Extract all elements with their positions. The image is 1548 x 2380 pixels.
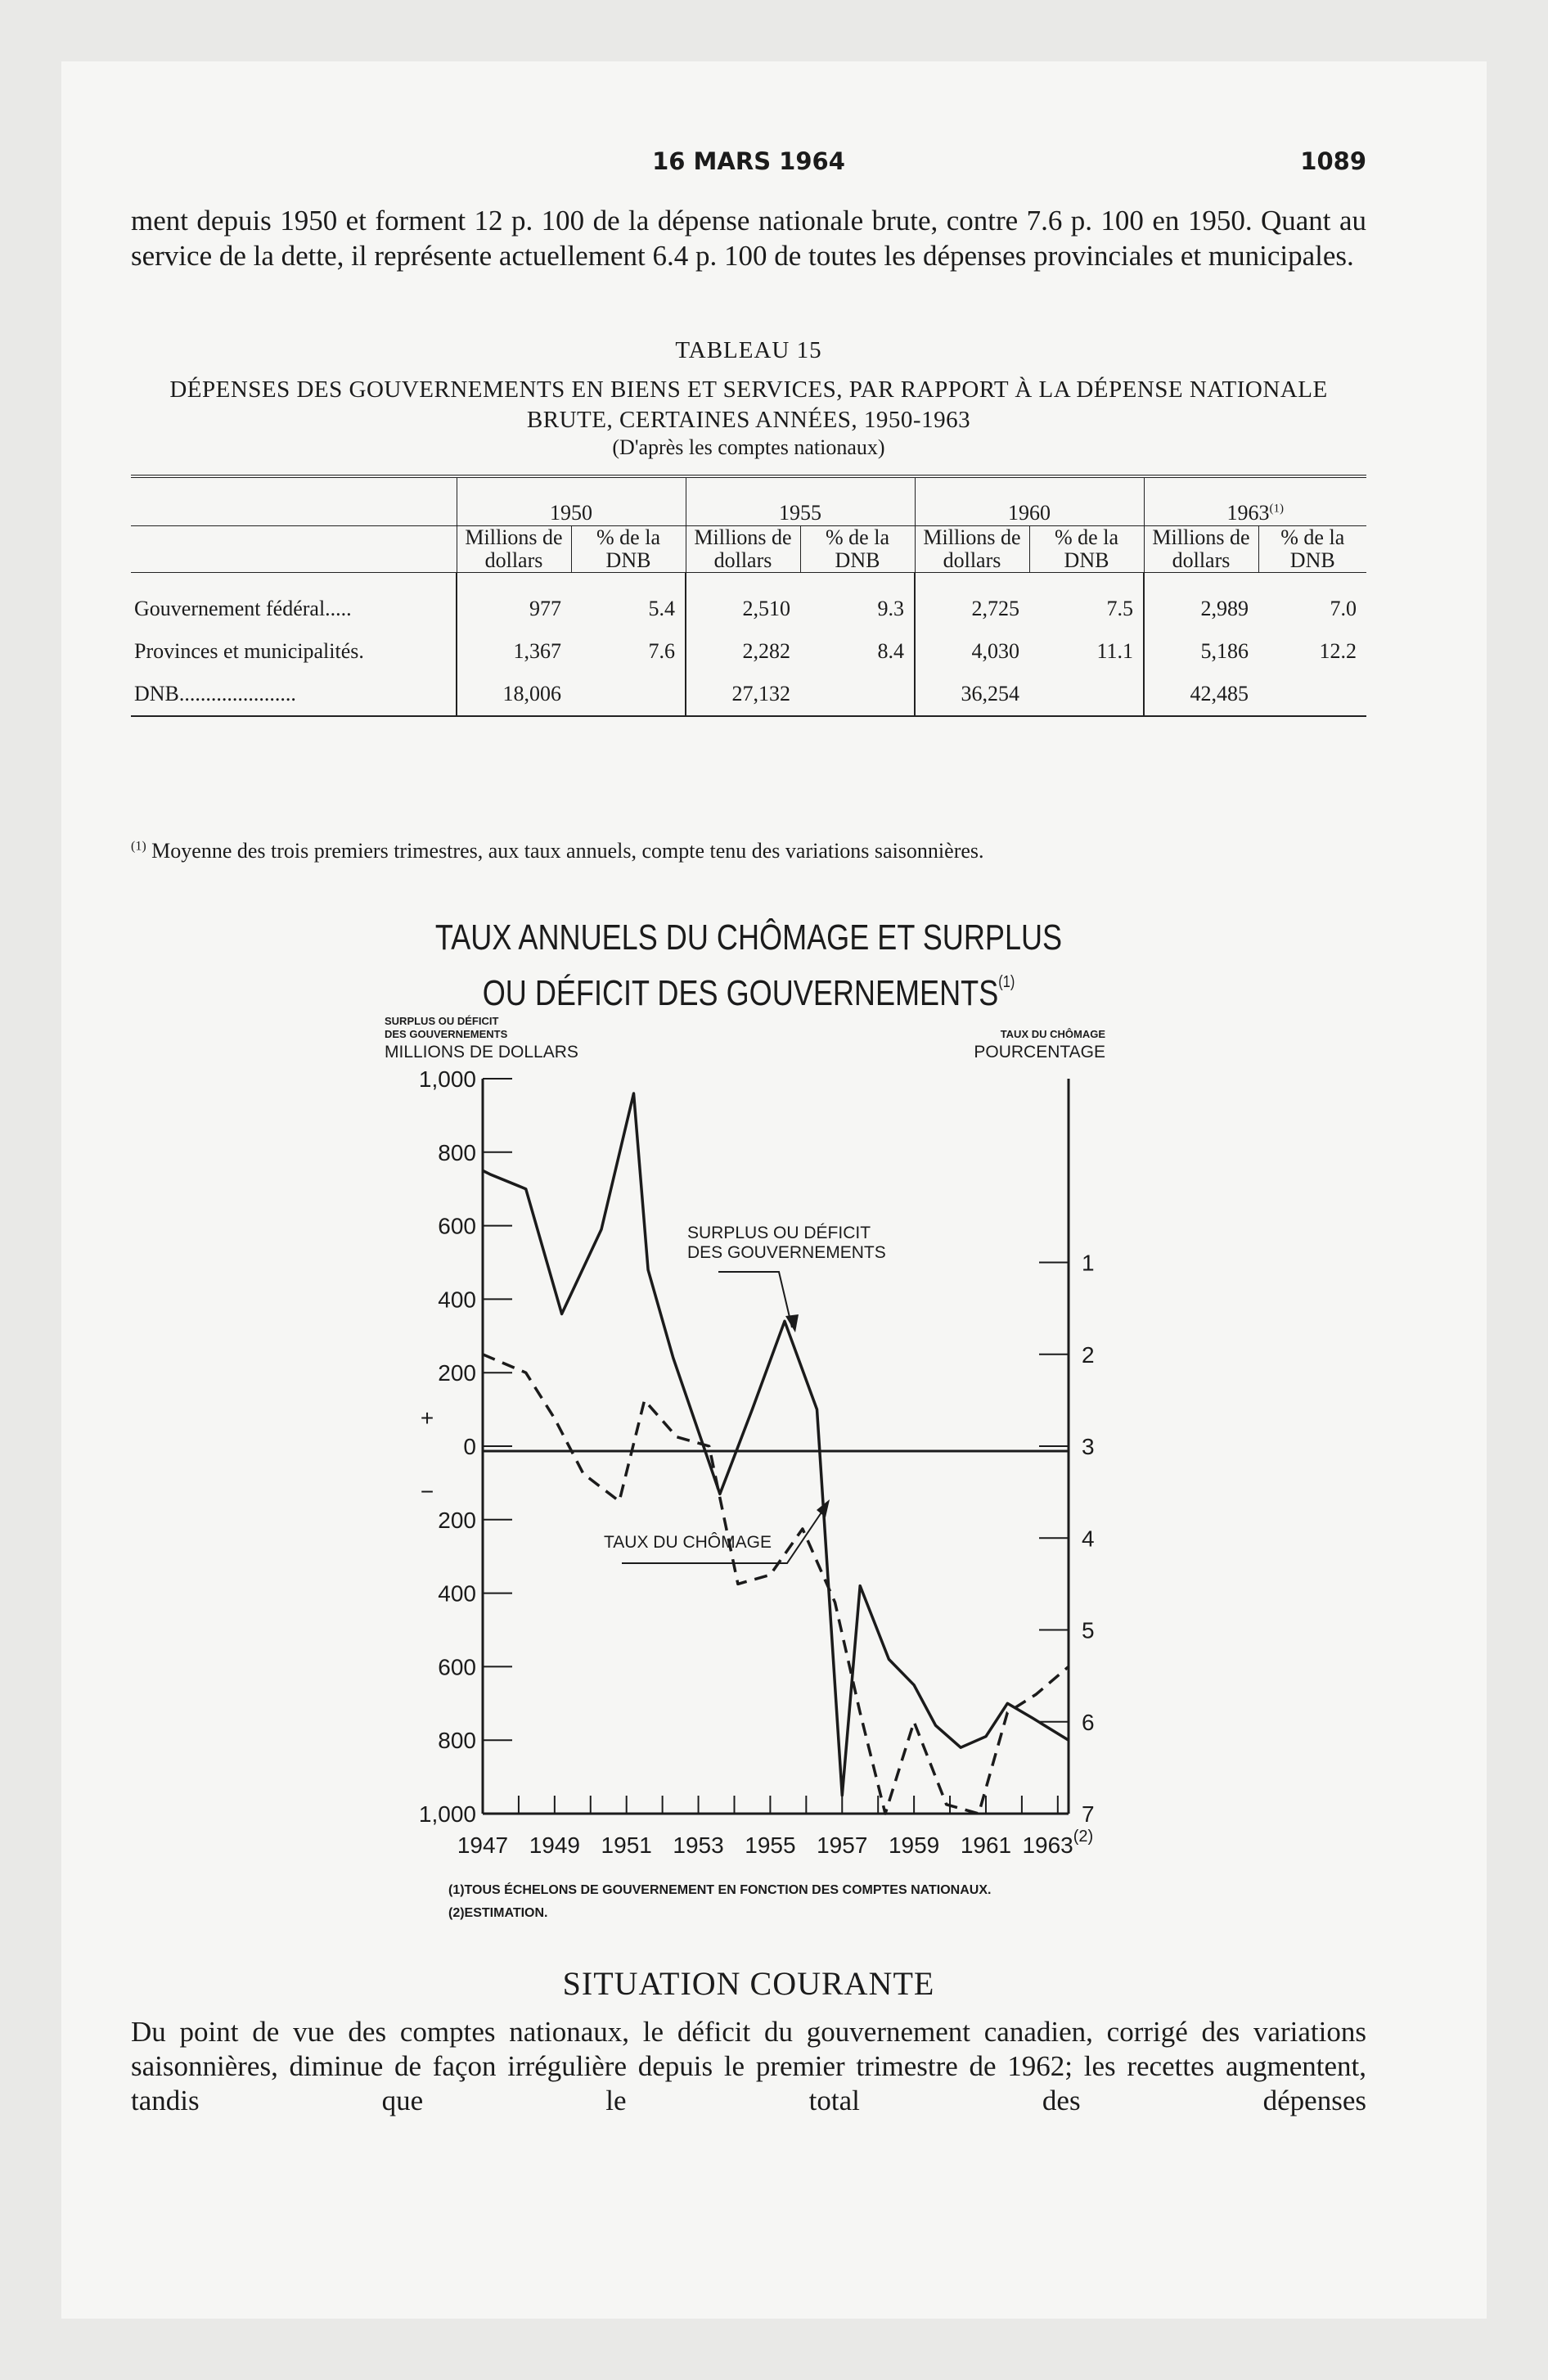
cell: 1,367	[457, 630, 571, 673]
cell: 11.1	[1096, 639, 1133, 663]
cell: 5.4	[648, 597, 675, 620]
cell: 2,989	[1144, 573, 1258, 631]
x-tick-label: 1947	[457, 1832, 509, 1858]
table-footnote: $^{(1)}$ Moyenne des trois premiers trimestres, aux taux annuels, compte tenu des variations saisonnières.	[131, 839, 984, 863]
x-tick-label: 1951	[601, 1832, 652, 1858]
x-tick-label: 1949	[529, 1832, 581, 1858]
annotation-label: DES GOUVERNEMENTS	[687, 1243, 886, 1262]
year-header: 1955	[686, 476, 915, 526]
cell: 5,186	[1144, 630, 1258, 673]
row-label: Gouvernement fédéral.....	[134, 597, 352, 620]
left-tick-label: 1,000	[418, 1801, 476, 1827]
cell: 7.6	[648, 639, 675, 663]
col-header-percent: % de la DNB	[1029, 526, 1144, 573]
left-axis-title: DES GOUVERNEMENTS	[385, 1028, 508, 1040]
left-tick-label: 0	[463, 1434, 476, 1459]
right-tick-label: 6	[1082, 1709, 1095, 1735]
right-axis-title: TAUX DU CHÔMAGE	[1000, 1028, 1105, 1040]
left-axis-unit: MILLIONS DE DOLLARS	[385, 1043, 578, 1062]
year-header: 1950	[457, 476, 686, 526]
annotation-label: SURPLUS OU DÉFICIT	[687, 1224, 871, 1242]
col-header-percent: % de la DNB	[1258, 526, 1366, 573]
x-tick-label: 1953	[673, 1832, 724, 1858]
x-tick-label: 1963$^{(2)}$	[1022, 1828, 1094, 1858]
col-header-percent: % de la DNB	[800, 526, 915, 573]
right-tick-label: 1	[1082, 1250, 1095, 1276]
chart-title-line1: TAUX ANNUELS DU CHÔMAGE ET SURPLUS	[434, 917, 1063, 958]
left-tick-label: 1,000	[418, 1066, 476, 1092]
col-header-millions: Millions de dollars	[686, 526, 800, 573]
cell: 12.2	[1319, 639, 1357, 663]
cell: 7.5	[1106, 597, 1133, 620]
table-number: TABLEAU 15	[675, 337, 822, 363]
cell: 2,725	[915, 573, 1029, 631]
right-axis-unit: POURCENTAGE	[974, 1043, 1105, 1062]
intro-paragraph: ment depuis 1950 et forment 12 p. 100 de la dépense nationale brute, contre 7.6 p. 100 en 1950. Quant au service de la dette, il représente actuellement 6.4 p. 100 de toutes les dépenses provinciales et municipales.	[131, 205, 1366, 272]
right-tick-label: 5	[1082, 1617, 1095, 1643]
left-tick-label: 800	[438, 1139, 476, 1165]
cell: 27,132	[686, 673, 800, 716]
series-line-unemployment	[483, 1355, 1069, 1814]
right-tick-label: 2	[1082, 1341, 1095, 1368]
right-tick-label: 7	[1082, 1801, 1095, 1827]
annotation-label: TAUX DU CHÔMAGE	[604, 1533, 772, 1552]
row-label: DNB......................	[131, 673, 457, 716]
minus-sign: −	[420, 1479, 434, 1504]
cell: 977	[457, 573, 571, 631]
cell: 2,282	[686, 630, 800, 673]
plus-sign: +	[420, 1405, 434, 1431]
cell: 9.3	[877, 597, 904, 620]
table-title: DÉPENSES DES GOUVERNEMENTS EN BIENS ET SERVICES, PAR RAPPORT À LA DÉPENSE NATIONALE BRUTE, CERTAINES ANNÉES, 1950-1963	[169, 376, 1328, 433]
col-header-millions: Millions de dollars	[1144, 526, 1258, 573]
annotation-leader	[718, 1272, 792, 1327]
year-header: 1960	[915, 476, 1144, 526]
chart-note: (2)ESTIMATION.	[448, 1906, 548, 1920]
chart-title-note: (1)	[998, 971, 1015, 991]
cell: 18,006	[457, 673, 571, 716]
x-tick-label: 1955	[745, 1832, 796, 1858]
right-tick-label: 4	[1082, 1526, 1095, 1552]
cell: 2,510	[686, 573, 800, 631]
col-header-percent: % de la DNB	[571, 526, 686, 573]
chart-note: (1)TOUS ÉCHELONS DE GOUVERNEMENT EN FONCTION DES COMPTES NATIONAUX.	[448, 1883, 992, 1897]
table-source: (D'après les comptes nationaux)	[612, 435, 885, 459]
x-tick-label: 1957	[817, 1832, 868, 1858]
cell: 4,030	[915, 630, 1029, 673]
row-label: Provinces et municipalités.	[134, 639, 364, 663]
cell: 42,485	[1144, 673, 1258, 716]
cell: 8.4	[877, 639, 904, 663]
header-date: 16 MARS 1964	[652, 147, 845, 175]
left-tick-label: 200	[438, 1507, 476, 1533]
series-line-surplus-deficit	[483, 1093, 1069, 1796]
cell: 36,254	[915, 673, 1029, 716]
left-tick-label: 400	[438, 1287, 476, 1313]
x-tick-label: 1961	[960, 1832, 1012, 1858]
chart-title-line2: OU DÉFICIT DES GOUVERNEMENTS$^{(1)}$	[482, 971, 1015, 1013]
year-header: 1963$^{(1)}$	[1144, 476, 1366, 526]
left-tick-label: 600	[438, 1654, 476, 1680]
right-tick-label: 3	[1082, 1434, 1095, 1459]
cell: 7.0	[1330, 597, 1357, 620]
col-header-millions: Millions de dollars	[915, 526, 1029, 573]
page-number: 1089	[1300, 147, 1366, 175]
left-tick-label: 600	[438, 1213, 476, 1239]
left-tick-label: 200	[438, 1360, 476, 1386]
left-tick-label: 800	[438, 1728, 476, 1754]
left-axis-title: SURPLUS OU DÉFICIT	[385, 1015, 499, 1027]
section-title: SITUATION COURANTE	[562, 1965, 935, 2002]
col-header-millions: Millions de dollars	[457, 526, 571, 573]
closing-paragraph: Du point de vue des comptes nationaux, le déficit du gouvernement canadien, corrigé des variations saisonnières, diminue de façon irrégulière depuis le premier trimestre de 1962; les recettes augmentent, tandis que le total des dépenses	[131, 2016, 1366, 2116]
left-tick-label: 400	[438, 1580, 476, 1607]
x-tick-label: 1959	[888, 1832, 940, 1858]
